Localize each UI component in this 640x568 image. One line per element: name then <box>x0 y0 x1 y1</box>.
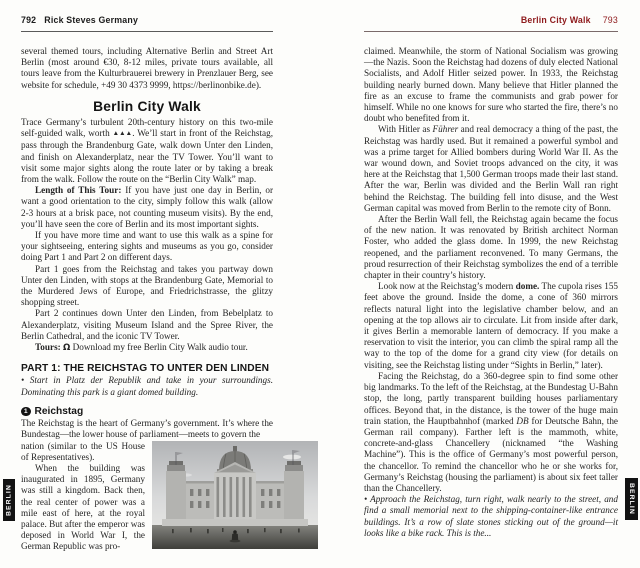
headphones-icon: Ω <box>63 343 71 354</box>
wrapped-text-column <box>21 441 145 553</box>
left-text-column <box>21 46 273 553</box>
chapter-title: Berlin City Walk <box>93 98 201 114</box>
body-paragraph: When the building was inaugurated in 1895, Germany was still a kingdom. Back then, the real center of power was a mile east of here, at the royal palace. But after the emperor was deposed in World War I, the German Republic was pro- <box>21 462 145 552</box>
part1-heading: PART 1: THE REICHSTAG TO UNTER DEN LINDEN <box>21 363 270 375</box>
sight-name: Reichstag <box>34 405 84 417</box>
body-paragraph: Length of This Tour: If you have just one day in Berlin, or want a good orientation to the city, simply follow this walk (allow 2-3 hours at a brisk pace, not counting museum visits). By the end, you’ll have seen the core of Berlin and its most important sights. <box>21 185 273 229</box>
reichstag-photo <box>152 441 318 549</box>
body-paragraph: nation (similar to the US House of Representatives). <box>21 440 145 462</box>
direction-note: • Start in Platz der Republik and take in your surroundings. Dominating this park is a giant domed building. <box>21 375 273 397</box>
body-paragraph: Facing the Reichstag, do a 360-degree spin to find some other big landmarks. To the left of the Reichstag, at the Bundestag U-Bahn stop, the long, partly transparent building houses parliamentary offices. Beyond that, in the distance, is the tower of the huge main train station, the Hauptbahnhof (marked DB for Deutsche Bahn, the German rail company). Farther left is the mammoth, white, concrete-and-glass Chancellery (nicknamed “the Washing Machine”). This is the office of Germany’s most powerful person, the chancellor. To remind the chancellor who he or she works for, Germany’s Reichstag (housing the parliament) is about six feet taller than the Chancellery. <box>364 370 618 493</box>
right-page <box>320 0 640 568</box>
sight-number-badge: 1 <box>21 407 31 417</box>
text-photo-row <box>21 441 318 553</box>
body-paragraph: Look now at the Reichstag’s modern dome. The cupola rises 155 feet above the ground. Inside the dome, a cone of 360 mirrors reflects natural light into the legislative chamber below, and an opening at the top allows air to circulate. Lit from inside after dark, it gives Berlin a memorable lantern of democracy. If you make a reservation to visit the interior, you can climb the spiral ramp all the way to the top of the dome for a grand city view (for details on visiting, see the Reichstag listing under “Sights in Berlin,” later). <box>364 281 619 370</box>
body-paragraph: After the Berlin Wall fell, the Reichstag again became the focus of the new nation. It was renovated by British architect Norman Foster, who added the glass dome. In 1999, the new Reichstag reopened, and the parliament reconvened. To many Germans, the proud resurrection of their Reichstag symbolizes the end of a terrible chapter in their country’s history. <box>364 214 618 281</box>
body-paragraph: Trace Germany’s turbulent 20th-century history on this two-mile self-guided walk, worth ▲▲▲. We’ll start in front of the Reichstag, pass through the Brandenburg Gate, walk down Unter den Linden, and finish on Alexanderplatz, near the TV Tower. You’ll want to visit some major sights along the route later or by taking a break from the walk. Follow the route on the “Berlin City Walk” map. <box>21 117 273 185</box>
left-running-title: Rick Steves Germany <box>44 15 139 25</box>
right-edge-tab-berlin: BERLIN <box>625 478 638 520</box>
right-running-head <box>364 15 618 32</box>
right-text-column <box>364 46 618 539</box>
sight-intro-paragraph: The Reichstag is the heart of Germany’s government. It’s where the Bundestag—the lower house of parliament—meets to govern the <box>21 418 273 440</box>
body-paragraph: Part 1 goes from the Reichstag and takes you partway down Unter den Linden, with stops at the Brandenburg Gate, Memorial to the Murdered Jews of Europe, and Friedrichstrasse, the glitzy shopping street. <box>21 263 273 308</box>
continuation-paragraph: several themed tours, including Alternative Berlin and Street Art Berlin (most around €30, 8-12 miles, private tours available, all tours leave from the Kulturbrauerei brewery in Prenzlauer Berg, see website for schedule, +49 30 4373 9999, https://berlinonbike.de). <box>21 46 273 90</box>
body-paragraph: Tours: Ω Download my free Berlin City Walk audio tour. <box>35 342 248 354</box>
left-running-head <box>21 15 273 32</box>
sight-heading-reichstag <box>21 406 273 417</box>
body-paragraph: claimed. Meanwhile, the storm of National Socialism was growing—the Nazis. Soon the Reichstag had dozens of duly elected National Socialists, and Adolf Hitler seized power. In 1933, the Reichstag building nearly burned down. Many believe that Hitler planned the fire as an excuse to frame the communists and grab power for himself. While no one knows for sure who started the fire, there’s no doubt who benefited from it. <box>364 46 618 124</box>
left-page-number: 792 <box>21 15 37 25</box>
walk-overview-paragraphs <box>21 117 273 354</box>
body-paragraph: If you have more time and want to use this walk as a spine for your sightseeing, entering sights and museums as you go, consider doing Part 1 and Part 2 on different days. <box>21 230 273 263</box>
rating-triangles: ▲▲▲ <box>112 130 133 138</box>
body-paragraph: With Hitler as Führer and real democracy a thing of the past, the Reichstag was hardly used. But it remained a powerful symbol and was a prime target for Allied bombers during World War II. As the war wound down, and Soviet troops advanced on the city, it was here at the Reichstag that 1,500 German troops made their last stand. After the war, Berlin was divided and the Berlin Wall ran right behind the Reichstag. The building fell into disuse, and the West German capital was moved from Berlin to the remote city of Bonn. <box>364 124 618 213</box>
right-page-number: 793 <box>602 15 618 25</box>
body-paragraph: Part 2 continues down Unter den Linden, from Bebelplatz to Alexanderplatz, visiting Museum Island and the Spree River, the Berlin Cathedral, and the iconic TV Tower. <box>21 308 273 341</box>
right-running-title: Berlin City Walk <box>520 15 591 25</box>
left-edge-tab-berlin: BERLIN <box>3 479 15 521</box>
body-paragraph: • Approach the Reichstag, turn right, walk nearly to the street, and find a small memorial next to the shipping-container-like entrance buildings. It’s a row of slate stones sticking out of the ground—it looks like a bike rack. This is the... <box>364 494 618 538</box>
